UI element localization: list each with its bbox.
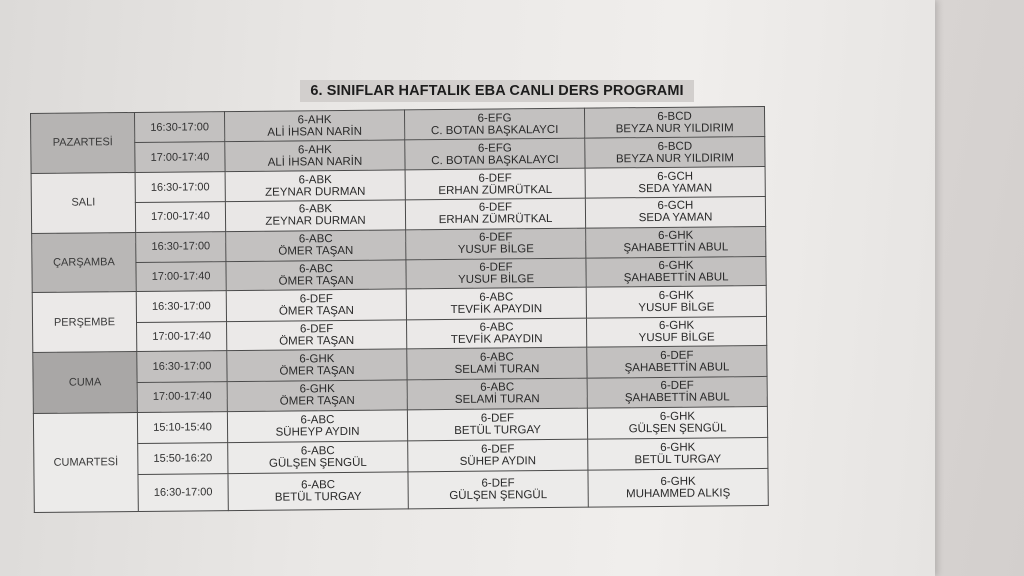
lesson-cell (586, 316, 766, 347)
schedule-row (34, 469, 768, 513)
class-code: 6-DEF (299, 293, 333, 306)
teacher-name: ŞAHABETTİN ABUL (623, 241, 729, 255)
teacher-name: SEDA YAMAN (638, 211, 713, 225)
class-code: 6-ABC (301, 479, 336, 492)
class-code: 6-BCD (657, 140, 693, 153)
teacher-name: ÖMER TAŞAN (278, 275, 354, 288)
time-cell: 16:30-17:00 (135, 171, 225, 202)
teacher-name: YUSUF BİLGE (458, 273, 535, 287)
lesson-cell (404, 108, 584, 140)
lesson-cell (586, 257, 766, 288)
lesson-cell (226, 230, 406, 262)
teacher-name: SÜHEYP AYDIN (275, 425, 360, 439)
lesson-cell (407, 347, 587, 379)
lesson-cell (225, 200, 405, 231)
teacher-name: GÜLŞEN ŞENGÜL (268, 456, 367, 470)
class-code: 6-ABC (479, 291, 514, 304)
day-cell: CUMARTESİ (33, 413, 138, 513)
time-cell: 17:00-17:40 (137, 322, 227, 352)
time-cell: 17:00-17:40 (135, 202, 225, 232)
lesson-cell (228, 472, 408, 511)
teacher-name: TEVFİK APAYDIN (450, 333, 543, 347)
lesson-cell (405, 168, 585, 200)
lesson-cell (585, 166, 765, 198)
teacher-name: C. BOTAN BAŞKALAYCI (431, 153, 559, 167)
class-code: 6-GHK (299, 353, 335, 366)
teacher-name: SEDA YAMAN (638, 182, 713, 195)
lesson-cell (407, 318, 587, 349)
lesson-cell (407, 408, 587, 440)
teacher-name: SÜHEP AYDIN (459, 455, 537, 468)
class-code: 6-BCD (657, 110, 692, 123)
class-code: 6-ABC (300, 444, 335, 458)
teacher-name: YUSUF BİLGE (638, 301, 715, 315)
teacher-name: ERHAN ZÜMRÜTKAL (438, 183, 553, 197)
teacher-name: BETÜL TURGAY (274, 490, 362, 504)
teacher-name: BETÜL TURGAY (634, 453, 722, 467)
teacher-name: ÖMER TAŞAN (279, 364, 355, 378)
day-cell: SALI (31, 172, 136, 233)
class-code: 6-ABK (298, 203, 333, 216)
class-code: 6-GHK (658, 289, 694, 303)
time-cell: 17:00-17:40 (136, 262, 226, 292)
lesson-cell (226, 260, 406, 291)
lesson-cell (406, 228, 586, 260)
lesson-cell (405, 139, 585, 170)
time-cell: 16:30-17:00 (138, 474, 228, 512)
lesson-cell (586, 286, 766, 318)
class-code: 6-GHK (660, 441, 696, 454)
class-code: 6-AHK (297, 113, 332, 127)
class-code: 6-ABC (299, 263, 334, 276)
time-cell: 15:10-15:40 (137, 412, 227, 443)
teacher-name: ÖMER TAŞAN (279, 395, 355, 409)
schedule-body (31, 106, 769, 512)
class-code: 6-GHK (658, 259, 694, 273)
lesson-cell (407, 378, 587, 410)
class-code: 6-DEF (481, 443, 515, 456)
lesson-cell (224, 110, 404, 142)
lesson-cell (225, 140, 405, 171)
time-cell: 15:50-16:20 (138, 442, 228, 474)
class-code: 6-DEF (481, 477, 515, 490)
day-cell: CUMA (33, 352, 138, 414)
time-cell: 17:00-17:40 (135, 142, 225, 172)
class-code: 6-ABC (480, 381, 515, 395)
class-code: 6-GHK (658, 319, 695, 333)
class-code: 6-EFG (477, 112, 512, 125)
lesson-cell (584, 106, 764, 138)
class-code: 6-AHK (297, 143, 332, 157)
class-code: 6-GHK (660, 475, 696, 489)
lesson-cell (227, 410, 407, 442)
lesson-cell (588, 469, 768, 508)
class-code: 6-GHK (658, 230, 694, 243)
lesson-cell (408, 439, 588, 472)
time-cell: 16:30-17:00 (136, 291, 226, 322)
time-cell: 16:30-17:00 (137, 351, 227, 382)
class-code: 6-ABC (479, 321, 514, 334)
teacher-name: MUHAMMED ALKIŞ (626, 487, 731, 501)
class-code: 6-ABC (479, 351, 514, 364)
class-code: 6-GCH (657, 200, 694, 213)
day-cell: PAZARTESİ (31, 112, 136, 173)
class-code: 6-DEF (478, 201, 513, 215)
document-title: 6. SINIFLAR HAFTALIK EBA CANLI DERS PROGRAMI (300, 80, 694, 102)
lesson-cell (588, 437, 768, 470)
teacher-name: ALİ İHSAN NARİN (267, 155, 363, 169)
class-code: 6-GCH (657, 170, 694, 183)
class-code: 6-DEF (660, 380, 694, 393)
teacher-name: ERHAN ZÜMRÜTKAL (438, 213, 553, 227)
time-cell: 17:00-17:40 (137, 381, 227, 412)
lesson-cell (408, 470, 588, 509)
teacher-name: TEVFİK APAYDIN (450, 303, 543, 317)
teacher-name: YUSUF BİLGE (638, 331, 715, 345)
lesson-cell (585, 137, 765, 168)
lesson-cell (406, 288, 586, 320)
teacher-name: ŞAHABETTİN ABUL (624, 361, 730, 375)
lesson-cell (587, 407, 767, 439)
class-code: 6-DEF (478, 171, 512, 185)
lesson-cell (586, 226, 766, 258)
teacher-name: BETÜL TURGAY (454, 424, 541, 437)
teacher-name: YUSUF BİLGE (457, 243, 534, 257)
teacher-name: GÜLŞEN ŞENGÜL (628, 422, 727, 436)
lesson-cell (225, 170, 405, 202)
teacher-name: ZEYNAR DURMAN (265, 215, 366, 229)
class-code: 6-GHK (299, 383, 335, 396)
class-code: 6-GHK (659, 410, 696, 423)
class-code: 6-EFG (477, 142, 512, 155)
teacher-name: GÜLŞEN ŞENGÜL (449, 489, 548, 503)
teacher-name: ZEYNAR DURMAN (265, 185, 366, 199)
teacher-name: ALİ İHSAN NARİN (267, 125, 363, 139)
teacher-name: ŞAHABETTİN ABUL (623, 271, 729, 285)
lesson-cell (227, 320, 407, 351)
schedule-table (30, 106, 769, 513)
class-code: 6-ABK (298, 173, 332, 186)
lesson-cell (406, 258, 586, 289)
class-code: 6-ABC (300, 413, 335, 427)
class-code: 6-DEF (479, 261, 513, 274)
lesson-cell (226, 289, 406, 321)
class-code: 6-DEF (480, 412, 515, 425)
teacher-name: BEYZA NUR YILDIRIM (615, 121, 734, 136)
class-code: 6-DEF (479, 231, 513, 245)
time-cell: 16:30-17:00 (134, 112, 224, 143)
teacher-name: ÖMER TAŞAN (278, 305, 354, 318)
lesson-cell (227, 349, 407, 381)
teacher-name: ŞAHABETTİN ABUL (624, 391, 730, 405)
time-cell: 16:30-17:00 (136, 231, 226, 262)
lesson-cell (227, 380, 407, 412)
teacher-name: SELAMİ TURAN (454, 363, 540, 376)
class-code: 6-ABC (298, 233, 333, 246)
lesson-cell (585, 197, 765, 228)
teacher-name: ÖMER TAŞAN (279, 335, 355, 348)
lesson-cell (405, 198, 585, 229)
class-code: 6-DEF (660, 349, 694, 362)
teacher-name: ÖMER TAŞAN (278, 245, 354, 258)
teacher-name: C. BOTAN BAŞKALAYCI (430, 123, 559, 137)
class-code: 6-DEF (299, 323, 334, 336)
day-cell: ÇARŞAMBA (32, 232, 137, 293)
teacher-name: BEYZA NUR YILDIRIM (615, 151, 735, 166)
teacher-name: SELAMİ TURAN (454, 393, 540, 407)
lesson-cell (587, 376, 767, 408)
lesson-cell (587, 346, 767, 378)
day-cell: PERŞEMBE (32, 292, 137, 353)
lesson-cell (228, 441, 408, 474)
